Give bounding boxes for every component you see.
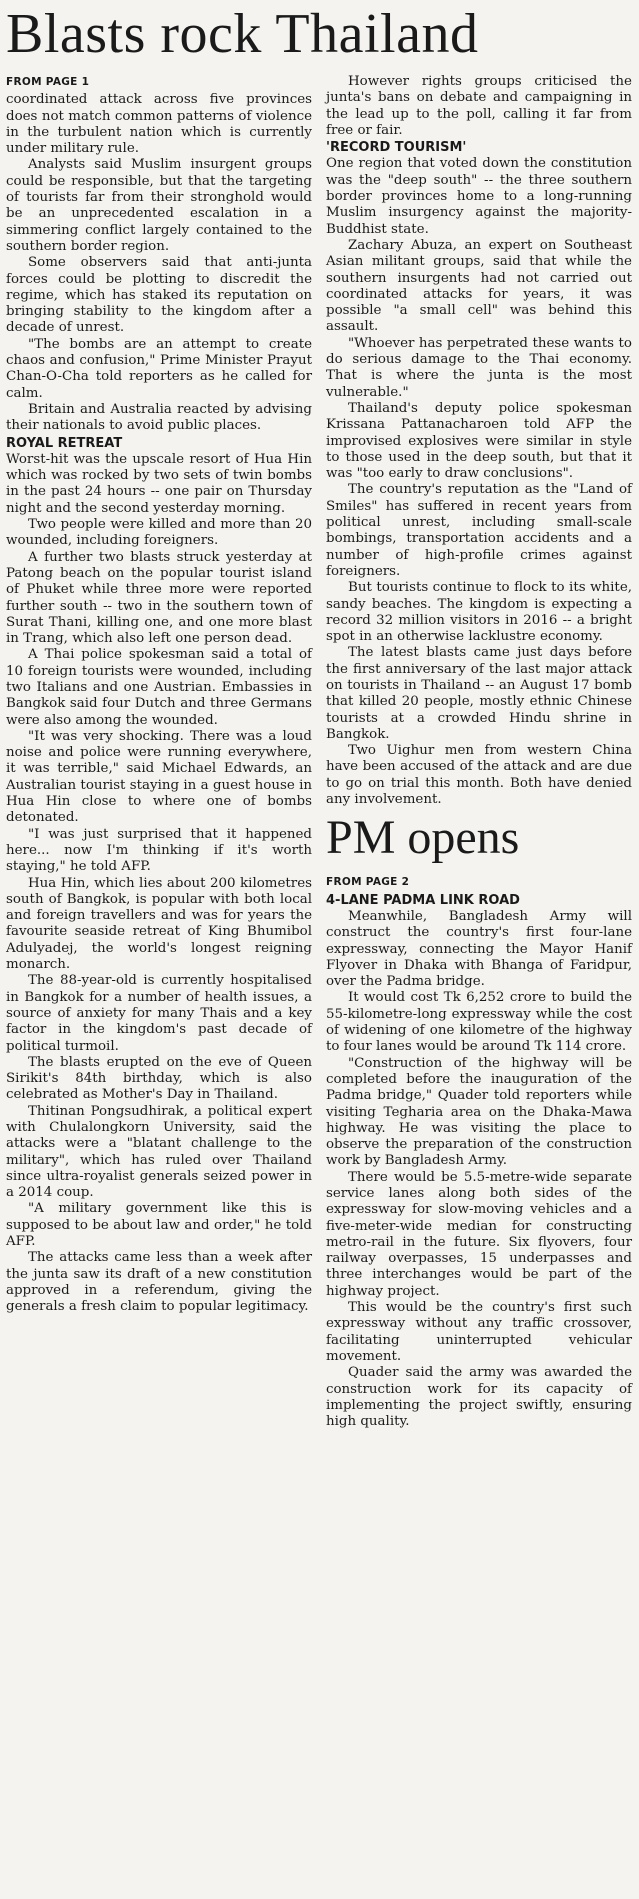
paragraph: Quader said the army was awarded the construction work for its capacity of implementing the project swiftly, ensuring high quality.: [326, 1365, 632, 1430]
paragraph: "Construction of the highway will be completed before the inauguration of the Padma bridge," Quader told reporters while visiting Tegharia area on the Dhaka-Mawa highway. He was visiting the place to observe the preparation of the construction work by Bangladesh Army.: [326, 1055, 632, 1169]
paragraph: Hua Hin, which lies about 200 kilometres south of Bangkok, is popular with both local and foreign travellers and was for years the favourite seaside retreat of King Bhumibol Adulyadej, the world's longest reigning monarch.: [6, 875, 312, 973]
paragraph: Britain and Australia reacted by advising their nationals to avoid public places.: [6, 401, 312, 434]
second-headline: PM opens: [326, 811, 520, 865]
paragraph: "Whoever has perpetrated these wants to do serious damage to the Thai economy. That is where the junta is the most vulnerable.": [326, 335, 632, 400]
left-column: [6, 74, 312, 1430]
paragraph: It would cost Tk 6,252 crore to build the 55-kilometre-long expressway while the cost of widening of one kilometre of the highway to four lanes would be around Tk 114 crore.: [326, 990, 632, 1055]
paragraph: Meanwhile, Bangladesh Army will construct the country's first four-lane expressway, connecting the Mayor Hanif Flyover in Dhaka with Bhanga of Faridpur, over the Padma bridge.: [326, 908, 632, 990]
paragraph: The blasts erupted on the eve of Queen Sirikit's 84th birthday, which is also celebrated as Mother's Day in Thailand.: [6, 1054, 312, 1103]
second-article-body: [326, 893, 632, 1431]
right-column-body: [326, 74, 632, 808]
paragraph: A further two blasts struck yesterday at Patong beach on the popular tourist island of Phuket while three more were reported further south -- two in the southern town of Surat Thani, killing one, and one more blast in Trang, which also left one person dead.: [6, 549, 312, 647]
left-column-body: [6, 92, 312, 1315]
paragraph: "The bombs are an attempt to create chaos and confusion," Prime Minister Prayut Chan-O-Cha told reporters as he called for calm.: [6, 336, 312, 401]
paragraph: The attacks came less than a week after the junta saw its draft of a new constitution approved in a referendum, giving the generals a fresh claim to popular legitimacy.: [6, 1250, 312, 1315]
right-column: [326, 74, 632, 1430]
subheading: 4-LANE PADMA LINK ROAD: [326, 892, 520, 908]
paragraph: The country's reputation as the "Land of Smiles" has suffered in recent years from political unrest, including small-scale bombings, transportation accidents and a number of high-profile crimes against foreigners.: [326, 482, 632, 579]
paragraph: Some observers said that anti-junta forces could be plotting to discredit the regime, which has staked its reputation on bringing stability to the kingdom after a decade of unrest.: [6, 255, 312, 336]
paragraph: The 88-year-old is currently hospitalised in Bangkok for a number of health issues, a source of anxiety for many Thais and a key factor in the kingdom's past decade of political turmoil.: [6, 973, 312, 1054]
newspaper-page: [0, 2, 639, 1899]
paragraph: But tourists continue to flock to its white, sandy beaches. The kingdom is expecting a record 32 million visitors in 2016 -- a bright spot in an otherwise lacklustre economy.: [326, 580, 632, 645]
paragraph: Thailand's deputy police spokesman Krissana Pattanacharoen told AFP the improvised explosives were similar in style to those used in the deep south, but that it was "too early to draw conclusions".: [326, 400, 632, 482]
paragraph: Thitinan Pongsudhirak, a political expert with Chulalongkorn University, said the attacks were a "blatant challenge to the military", which has ruled over Thailand since ultra-royalist generals seized power in a 2014 coup.: [6, 1103, 312, 1201]
paragraph: "A military government like this is supposed to be about law and order," he told AFP.: [6, 1201, 312, 1250]
paragraph: This would be the country's first such expressway without any traffic crossover, facilitating uninterrupted vehicular movement.: [326, 1300, 632, 1364]
paragraph: Two Uighur men from western China have been accused of the attack and are due to go on trial this month. Both have denied any involvement.: [326, 743, 632, 808]
paragraph: "It was very shocking. There was a loud noise and police were running everywhere, it was terrible," said Michael Edwards, an Australian tourist staying in a guest house in Hua Hin close to where one of bombs detonated.: [6, 728, 312, 826]
second-from-page-label: FROM PAGE 2: [326, 876, 410, 889]
headline: Blasts rock Thailand: [6, 3, 479, 65]
paragraph: There would be 5.5-metre-wide separate service lanes along both sides of the expressway for slow-moving vehicles and a five-meter-wide median for constructing metro-rail in the future. Six flyovers, four railway overpasses, 15 underpasses and three interchanges would be part of the highway project.: [326, 1169, 632, 1299]
paragraph: However rights groups criticised the junta's bans on debate and campaigning in the lead up to the poll, calling it far from free or fair.: [326, 74, 632, 138]
subheading: 'RECORD TOURISM': [326, 140, 467, 156]
paragraph: One region that voted down the constitution was the "deep south" -- the three southern border provinces home to a long-running Muslim insurgency against the majority-Buddhist state.: [326, 156, 632, 237]
columns: [6, 74, 633, 1430]
paragraph: A Thai police spokesman said a total of 10 foreign tourists were wounded, including two Italians and one Austrian. Embassies in Bangkok said four Dutch and three Germans were also among the wounded.: [6, 647, 312, 728]
paragraph: coordinated attack across five provinces does not match common patterns of violence in the turbulent nation which is currently under military rule.: [6, 92, 312, 157]
from-page-label: FROM PAGE 1: [6, 76, 90, 88]
paragraph: The latest blasts came just days before the first anniversary of the last major attack on tourists in Thailand -- an August 17 bomb that killed 20 people, mostly ethnic Chinese tourists at a crowded Hindu shrine in Bangkok.: [326, 645, 632, 742]
subheading: ROYAL RETREAT: [6, 435, 123, 451]
paragraph: Worst-hit was the upscale resort of Hua Hin which was rocked by two sets of twin bombs in the past 24 hours -- one pair on Thursday night and the second yesterday morning.: [6, 451, 312, 516]
paragraph: Analysts said Muslim insurgent groups could be responsible, but that the targeting of tourists far from their stronghold would be an unprecedented escalation in a simmering conflict largely contained to the southern border region.: [6, 157, 312, 254]
paragraph: "I was just surprised that it happened here... now I'm thinking if it's worth staying," he told AFP.: [6, 826, 312, 875]
paragraph: Zachary Abuza, an expert on Southeast Asian militant groups, said that while the southern insurgents had not carried out coordinated attacks for years, it was possible "a small cell" was behind this assault.: [326, 237, 632, 335]
paragraph: Two people were killed and more than 20 wounded, including foreigners.: [6, 517, 312, 549]
